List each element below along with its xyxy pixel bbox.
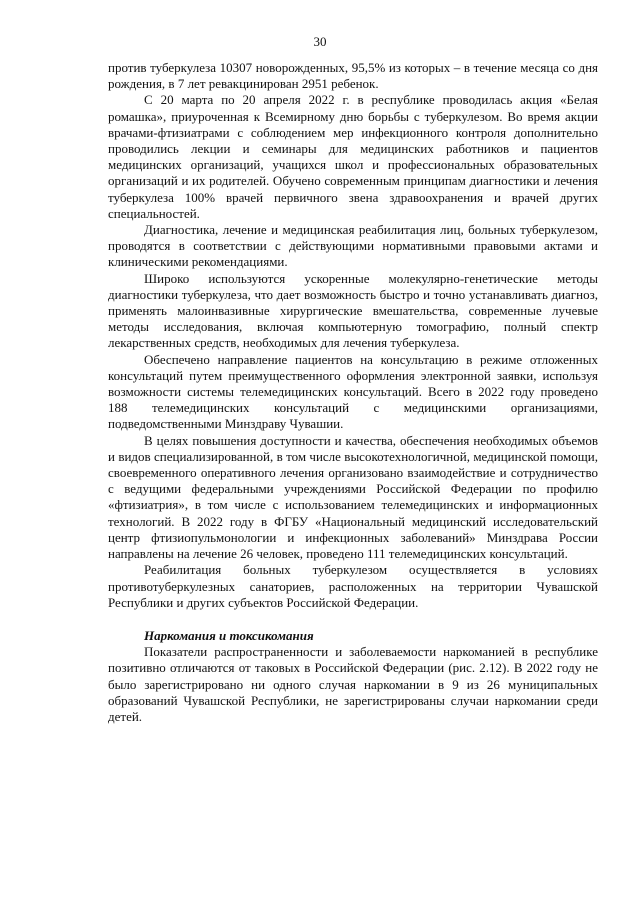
section-heading-narcomania: Наркомания и токсикомания xyxy=(144,627,314,643)
paragraph-molecular-methods: Широко используются ускоренные молекулярно-генетические методы диагностики туберкулеза, что дает возможность быстро и точно устанавливать диагноз, применять малоинвазивные хирургические вмешательства, современные лучевые методы исследования, включая компьютерную томографию, полный спектр лекарственных средств, необходимых для лечения туберкулеза. xyxy=(108,270,598,351)
page-number: 30 xyxy=(313,34,327,49)
document-body xyxy=(108,60,598,725)
paragraph-narcomania-stats: Показатели распространенности и заболеваемости наркоманией в республике позитивно отличаются от таковых в Российской Федерации (рис. 2.12). В 2022 году не было зарегистрировано ни одного случая наркомании в 9 из 26 муниципальных образований Чувашской Республики, не зарегистрированы случаи наркомании среди детей. xyxy=(108,644,598,724)
paragraph-telemedicine: Обеспечено направление пациентов на консультацию в режиме отложенных консультаций путем преимущественного оформления электронной заявки, используя возможности системы телемедицинских консультаций. Всего в 2022 году проведено 188 телемедицинских консультаций с медицинскими организациями, подведомственными Минздраву Чувашии. xyxy=(108,351,598,432)
paragraph-white-daisy-campaign: С 20 марта по 20 апреля 2022 г. в республике проводилась акция «Белая ромашка», приуроченная к Всемирному дню борьбы с туберкулезом. Во время акции врачами-фтизиатрами с соблюдением мер инфекционного контроля дополнительно проводились лекции и семинары для медицинских работников и пациентов медицинских организаций, учащихся школ и профессиональных образовательных организаций и их родителей. Обучено современным принципам диагностики и лечения туберкулеза 100% врачей первичного звена здравоохранения и врачей других специальностей. xyxy=(108,92,598,221)
paragraph-vaccination: против туберкулеза 10307 новорожденных, 95,5% из которых – в течение месяца со дня рождения, в 7 лет ревакцинирован 2951 ребенок. xyxy=(108,60,598,92)
paragraph-federal-cooperation: В целях повышения доступности и качества, обеспечения необходимых объемов и видов специализированной, в том числе высокотехнологичной, медицинской помощи, своевременного оперативного лечения организовано взаимодействие и сотрудничество с ведущими федеральными учреждениями Российской Федерации по профилю «фтизиатрия», в том числе с использованием телемедицинских и информационных технологий. В 2022 году в ФГБУ «Национальный медицинский исследовательский центр фтизиопульмонологии и инфекционных заболеваний» Минздрава России направлены на лечение 26 человек, проведено 111 телемедицинских консультаций. xyxy=(108,432,598,562)
paragraph-diagnostics-treatment: Диагностика, лечение и медицинская реабилитация лиц, больных туберкулезом, проводятся в соответствии с действующими нормативными правовыми актами и клиническими рекомендациями. xyxy=(108,222,598,270)
paragraph-rehabilitation: Реабилитация больных туберкулезом осуществляется в условиях противотуберкулезных санаториев, расположенных на территории Чувашской Республики и других субъектов Российской Федерации. xyxy=(108,562,598,610)
